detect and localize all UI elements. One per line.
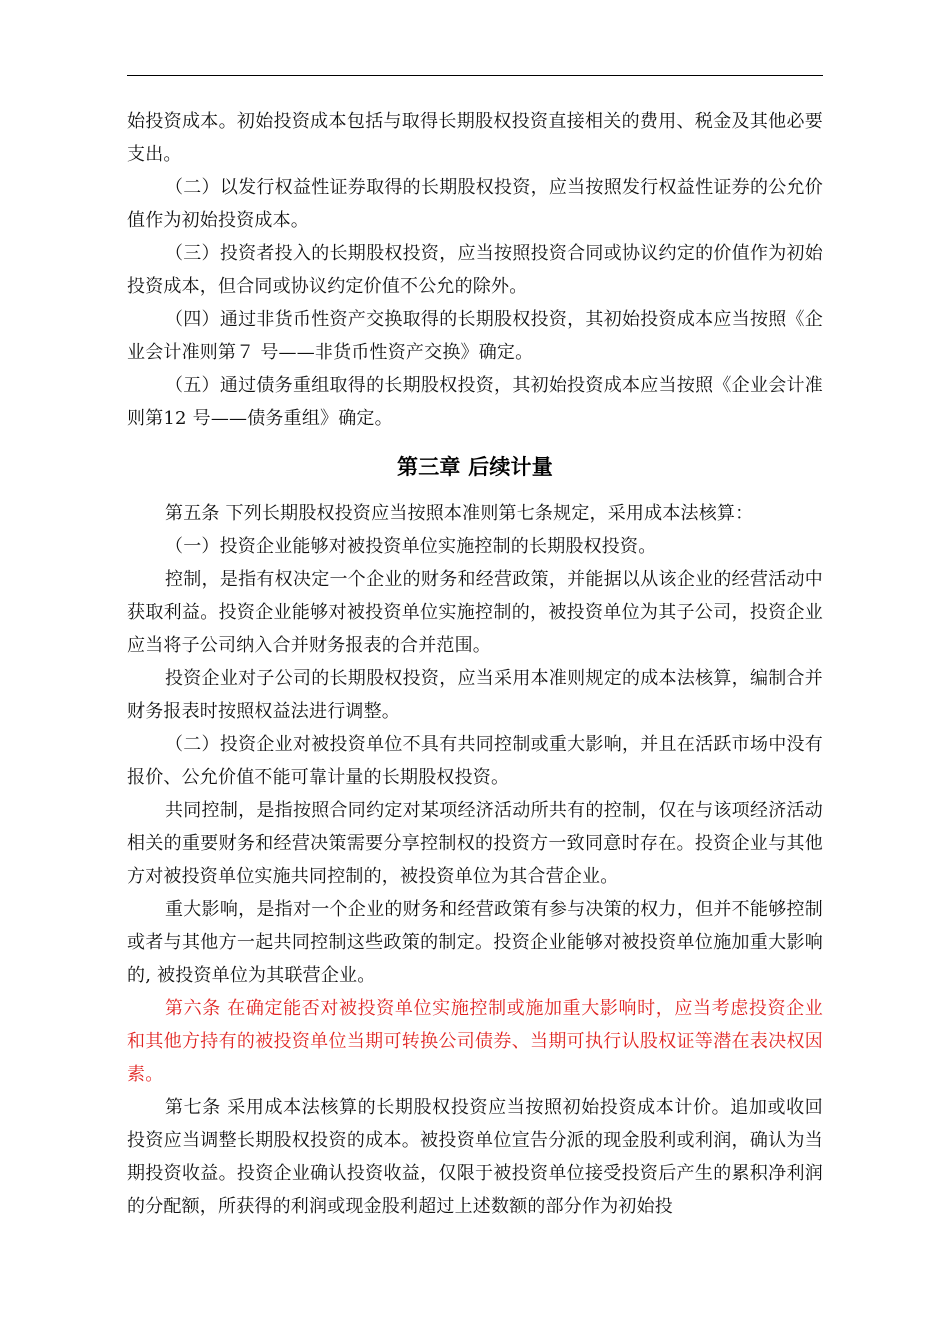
article-5: 第五条 下列长期股权投资应当按照本准则第七条规定，采用成本法核算： [165, 503, 754, 524]
definition-significant-influence: 重大影响，是指对一个企业的财务和经营政策有参与决策的权力，但并不能够控制或者与其他方一起共同控制这些政策的制定。投资企业能够对被投资单位施加重大影响的, 被投资单位为其联营企业。 [127, 899, 823, 986]
article-6-highlighted: 第六条 在确定能否对被投资单位实施控制或施加重大影响时，应当考虑投资企业和其他方持有的被投资单位当期可转换公司债券、当期可执行认股权证等潜在表决权因素。 [127, 998, 823, 1085]
document-body [127, 105, 823, 1223]
chapter-title: 第三章 后续计量 [397, 455, 553, 479]
paragraph-item-3: （三）投资者投入的长期股权投资，应当按照投资合同或协议约定的价值作为初始投资成本，但合同或协议约定价值不公允的除外。 [127, 243, 823, 297]
article-7: 第七条 采用成本法核算的长期股权投资应当按照初始投资成本计价。追加或收回投资应当调整长期股权投资的成本。被投资单位宣告分派的现金股利或利润，确认为当期投资收益。投资企业确认投资收益，仅限于被投资单位接受投资后产生的累积净利润的分配额，所获得的利润或现金股利超过上述数额的部分作为初始投 [127, 1097, 823, 1217]
paragraph-item-4: （四）通过非货币性资产交换取得的长期股权投资，其初始投资成本应当按照《企业会计准则第７ 号——非货币性资产交换》确定。 [127, 309, 823, 363]
paragraph-continuation: 始投资成本。初始投资成本包括与取得长期股权投资直接相关的费用、税金及其他必要支出。 [127, 111, 823, 165]
paragraph-item-5: （五）通过债务重组取得的长期股权投资，其初始投资成本应当按照《企业会计准则第12 号——债务重组》确定。 [127, 375, 823, 429]
definition-joint-control: 共同控制，是指按照合同约定对某项经济活动所共有的控制，仅在与该项经济活动相关的重要财务和经营决策需要分享控制权的投资方一致同意时存在。投资企业与其他方对被投资单位实施共同控制的，被投资单位为其合营企业。 [127, 800, 823, 887]
subsidiary-accounting: 投资企业对子公司的长期股权投资，应当采用本准则规定的成本法核算，编制合并财务报表时按照权益法进行调整。 [127, 668, 823, 722]
paragraph-item-2: （二）以发行权益性证券取得的长期股权投资，应当按照发行权益性证券的公允价值作为初始投资成本。 [127, 177, 823, 231]
article-5-item-1: （一）投资企业能够对被投资单位实施控制的长期股权投资。 [165, 536, 657, 557]
article-5-item-2: （二）投资企业对被投资单位不具有共同控制或重大影响，并且在活跃市场中没有报价、公允价值不能可靠计量的长期股权投资。 [127, 734, 823, 788]
header-rule [127, 75, 823, 76]
definition-control: 控制，是指有权决定一个企业的财务和经营政策，并能据以从该企业的经营活动中获取利益。投资企业能够对被投资单位实施控制的，被投资单位为其子公司，投资企业应当将子公司纳入合并财务报表的合并范围。 [127, 569, 823, 656]
